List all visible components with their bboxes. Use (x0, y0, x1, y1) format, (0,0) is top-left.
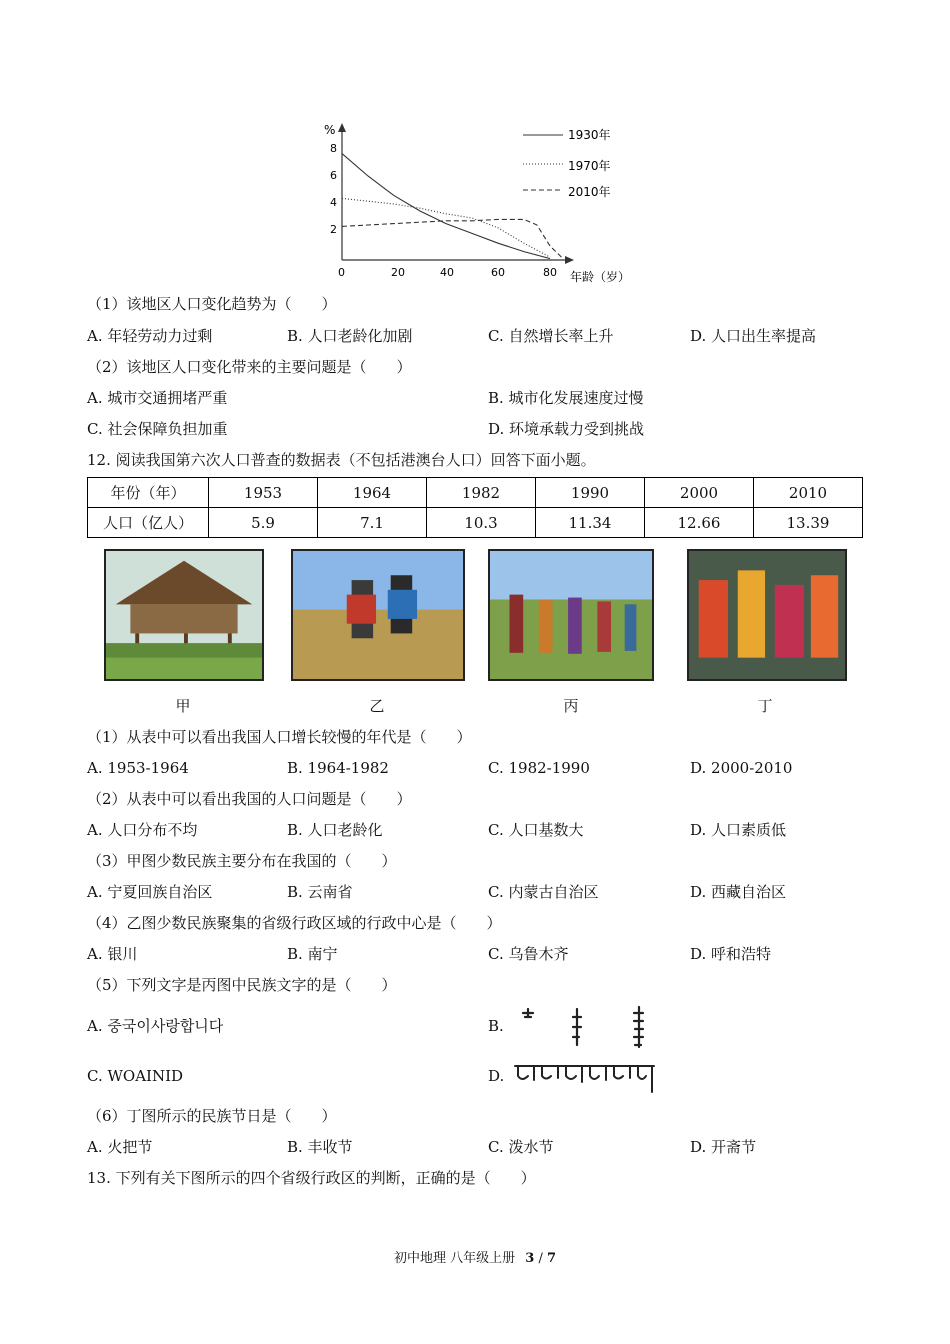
q11-sub2-option-a[interactable]: A. 城市交通拥堵严重 (87, 389, 228, 407)
q12-sub5-option-b[interactable]: B. (488, 1017, 504, 1035)
q12-sub4-option-b[interactable]: B. 南宁 (287, 945, 338, 963)
table-cell: 13.39 (754, 508, 863, 538)
q11-sub2-option-c[interactable]: C. 社会保障负担加重 (87, 420, 228, 438)
chart-axes (324, 123, 630, 284)
page-footer (0, 1247, 950, 1266)
photo-jia-stilt-house (104, 549, 264, 681)
q11-sub2-option-b[interactable]: B. 城市化发展速度过慢 (488, 389, 644, 407)
chart-ticks (330, 142, 557, 279)
y-tick-label: 8 (330, 142, 337, 155)
q12-sub5-stem: （5）下列文字是丙图中民族文字的是（ ） (87, 976, 397, 994)
photo-bing-festival (488, 549, 654, 681)
q12-sub4-option-c[interactable]: C. 乌鲁木齐 (488, 945, 569, 963)
q12-sub1-option-c[interactable]: C. 1982-1990 (488, 759, 590, 777)
q11-sub1-option-d[interactable]: D. 人口出生率提高 (690, 327, 817, 345)
q12-sub2-stem: （2）从表中可以看出我国的人口问题是（ ） (87, 790, 412, 808)
q11-sub1-option-a[interactable]: A. 年轻劳动力过剩 (87, 327, 213, 345)
population-age-chart (318, 118, 638, 290)
q12-sub4-stem: （4）乙图少数民族聚集的省级行政区域的行政中心是（ ） (87, 914, 502, 932)
table-cell: 5.9 (209, 508, 318, 538)
table-cell: 2010 (754, 478, 863, 508)
table-row-population (88, 508, 863, 538)
table-cell: 人口（亿人） (88, 508, 209, 538)
mongolian-script-image (515, 1003, 655, 1049)
photo-caption-yi: 乙 (369, 697, 385, 715)
q12-sub4-option-d[interactable]: D. 呼和浩特 (690, 945, 772, 963)
table-cell: 1990 (536, 478, 645, 508)
q12-sub2-option-d[interactable]: D. 人口素质低 (690, 821, 787, 839)
q12-sub1-stem: （1）从表中可以看出我国人口增长较慢的年代是（ ） (87, 728, 472, 746)
q11-sub1-stem: （1）该地区人口变化趋势为（ ） (87, 295, 337, 313)
q12-sub6-option-a[interactable]: A. 火把节 (87, 1138, 153, 1156)
q12-sub3-option-d[interactable]: D. 西藏自治区 (690, 883, 787, 901)
q12-sub3-stem: （3）甲图少数民族主要分布在我国的（ ） (87, 852, 397, 870)
table-cell: 10.3 (427, 508, 536, 538)
x-axis-label: 年龄（岁） (570, 270, 631, 284)
footer-page-total: 7 (546, 1251, 557, 1266)
q12-sub6-option-b[interactable]: B. 丰收节 (287, 1138, 353, 1156)
population-table (87, 477, 863, 538)
q12-sub1-option-a[interactable]: A. 1953-1964 (87, 759, 189, 777)
photo-ding-water-festival (687, 549, 847, 681)
legend-label-1970: 1970年 (568, 159, 611, 173)
q12-sub3-option-c[interactable]: C. 内蒙古自治区 (488, 883, 599, 901)
legend-label-1930: 1930年 (568, 128, 611, 142)
table-cell: 11.34 (536, 508, 645, 538)
q12-sub6-option-c[interactable]: C. 泼水节 (488, 1138, 554, 1156)
q12-sub3-option-b[interactable]: B. 云南省 (287, 883, 353, 901)
table-cell: 年份（年） (88, 478, 209, 508)
x-tick-label: 80 (543, 266, 557, 279)
q12-sub5-option-a[interactable]: A. 중국이사랑합니다 (87, 1017, 224, 1035)
x-tick-label: 0 (338, 266, 345, 279)
x-tick-label: 60 (491, 266, 505, 279)
y-tick-label: 2 (330, 223, 337, 236)
x-tick-label: 20 (391, 266, 405, 279)
q12-sub5-option-c[interactable]: C. WOAINID (87, 1067, 184, 1085)
table-cell: 1982 (427, 478, 536, 508)
q12-sub2-option-c[interactable]: C. 人口基数大 (488, 821, 584, 839)
table-cell: 7.1 (318, 508, 427, 538)
photo-yi-dancers (291, 549, 465, 681)
table-cell: 2000 (645, 478, 754, 508)
q12-stem: 12. 阅读我国第六次人口普查的数据表（不包括港澳台人口）回答下面小题。 (87, 451, 596, 469)
q12-sub1-option-d[interactable]: D. 2000-2010 (690, 759, 793, 777)
x-tick-label: 40 (440, 266, 454, 279)
q11-sub2-stem: （2）该地区人口变化带来的主要问题是（ ） (87, 358, 412, 376)
q11-sub1-option-c[interactable]: C. 自然增长率上升 (488, 327, 614, 345)
q12-sub2-option-a[interactable]: A. 人口分布不均 (87, 821, 198, 839)
q12-sub1-option-b[interactable]: B. 1964-1982 (287, 759, 389, 777)
q12-sub6-stem: （6）丁图所示的民族节日是（ ） (87, 1107, 337, 1125)
y-axis-unit: % (324, 123, 336, 137)
footer-page-number: 3 (525, 1251, 535, 1266)
x-axis-arrow (565, 256, 574, 264)
chart-series (342, 154, 563, 259)
footer-subject: 初中地理 八年级上册 (393, 1251, 516, 1266)
series-line-1930年 (342, 154, 550, 259)
table-cell: 12.66 (645, 508, 754, 538)
q13-stem: 13. 下列有关下图所示的四个省级行政区的判断，正确的是（ ） (87, 1169, 536, 1187)
y-tick-label: 4 (330, 196, 337, 209)
y-tick-label: 6 (330, 169, 337, 182)
q12-sub3-option-a[interactable]: A. 宁夏回族自治区 (87, 883, 213, 901)
q11-sub2-option-d[interactable]: D. 环境承载力受到挑战 (488, 420, 645, 438)
q11-sub1-option-b[interactable]: B. 人口老龄化加剧 (287, 327, 413, 345)
photo-caption-bing: 丙 (563, 697, 579, 715)
q12-sub5-option-d[interactable]: D. (488, 1067, 505, 1085)
tibetan-script-image (512, 1058, 657, 1096)
chart-legend (523, 127, 611, 199)
series-line-1970年 (342, 198, 550, 257)
q12-sub2-option-b[interactable]: B. 人口老龄化 (287, 821, 383, 839)
photo-caption-ding: 丁 (757, 697, 773, 715)
legend-label-2010: 2010年 (568, 185, 611, 199)
q12-sub4-option-a[interactable]: A. 银川 (87, 945, 138, 963)
footer-separator: / (534, 1251, 547, 1266)
table-cell: 1953 (209, 478, 318, 508)
photo-caption-jia: 甲 (175, 697, 191, 715)
table-cell: 1964 (318, 478, 427, 508)
y-axis-arrow (338, 123, 346, 132)
table-row-years (88, 478, 863, 508)
q12-sub6-option-d[interactable]: D. 开斋节 (690, 1138, 757, 1156)
